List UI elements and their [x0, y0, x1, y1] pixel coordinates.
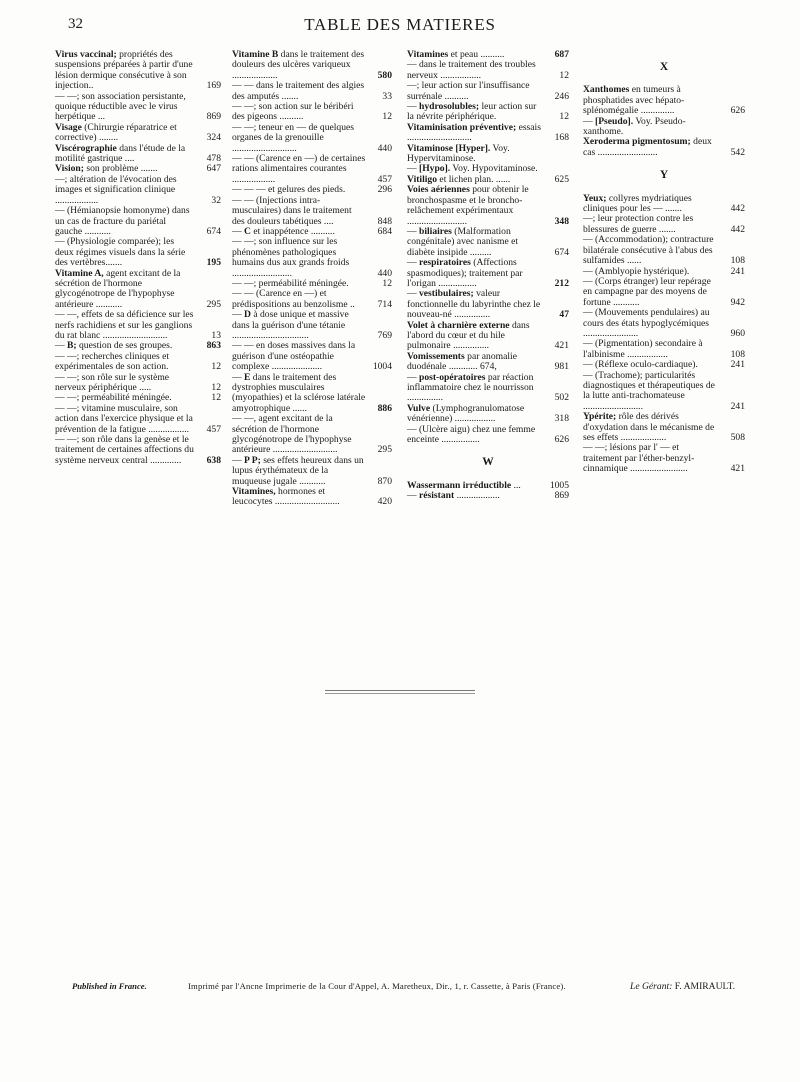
- entry-text: Vitamine A, agent excitant de la sécrétion de l'hormone glycogénotrope de l'hypophyse antérieure ...........: [55, 267, 181, 310]
- entry-page-number: 195: [206, 257, 221, 269]
- index-entry: [407, 144, 569, 165]
- entry-text: — —; son action sur le béribéri des pigeons ..........: [232, 101, 354, 123]
- entry-page-number: 421: [730, 463, 745, 475]
- entry-text: Viscérographie dans l'étude de la motilité gastrique ....: [55, 142, 186, 165]
- entry-page-number: 674: [554, 246, 569, 258]
- index-entry: [583, 443, 745, 474]
- entry-page-number: 870: [377, 475, 392, 487]
- entry-page-number: 863: [206, 340, 221, 352]
- index-entry: [232, 456, 392, 487]
- entry-text: Vitamine B dans le traitement des douleurs des ulcères variqueux ...................: [232, 49, 365, 81]
- entry-text: — (Réflexe oculo-cardiaque).: [583, 359, 698, 371]
- entry-page-number: 241: [730, 265, 745, 277]
- section-letter: Y: [659, 169, 669, 182]
- index-entry: [232, 196, 392, 227]
- entry-page-number: 542: [730, 146, 745, 158]
- entry-text: Xanthomes en tumeurs à phosphatides avec hépato-splénomégalie ..............: [583, 84, 685, 117]
- index-entry: [55, 310, 221, 341]
- entry-page-number: 478: [206, 153, 221, 165]
- index-entry: [55, 435, 221, 466]
- entry-text: Vitamines et peau ..........: [407, 49, 505, 60]
- entry-text: — —; recherches cliniques et expérimentales de son action.: [55, 350, 170, 373]
- entry-page-number: 12: [382, 277, 392, 289]
- index-entry: [232, 154, 392, 185]
- entry-page-number: 714: [377, 298, 392, 310]
- entry-page-number: 12: [211, 382, 221, 393]
- page-title: TABLE DES MATIERES: [304, 15, 496, 34]
- entry-page-number: 674: [206, 225, 221, 237]
- entry-page-number: 246: [554, 90, 569, 102]
- entry-page-number: 502: [554, 392, 569, 404]
- entry-page-number: 295: [206, 298, 221, 310]
- entry-text: — (Ulcère aigu) chez une femme enceinte ................: [407, 423, 536, 446]
- index-entry: [407, 60, 569, 81]
- entry-text: Xeroderma pigmentosum; deux cas .........................: [583, 136, 712, 158]
- entry-page-number: 1004: [372, 361, 392, 373]
- entry-text: — — (Injections intra-musculaires) dans le traitement des douleurs tabétiques ....: [232, 194, 352, 227]
- index-entry: [407, 227, 569, 258]
- entry-text: — —; perméabilité méningée.: [232, 277, 349, 289]
- entry-text: Ypérite; rôle des dérivés d'oxydation dans le mécanisme de ses effets ...................: [583, 411, 715, 443]
- index-entry: [583, 277, 745, 308]
- index-entry: [55, 404, 221, 435]
- index-entry: [55, 206, 221, 237]
- index-column-3: [407, 50, 569, 502]
- entry-page-number: 12: [211, 361, 221, 373]
- index-entry: [232, 123, 392, 154]
- index-entry: [407, 123, 569, 144]
- entry-page-number: 420: [377, 496, 392, 508]
- index-entry: [232, 414, 392, 456]
- entry-text: —; altération de l'évocation des images et signification clinique ..................: [55, 173, 177, 206]
- entry-page-number: 440: [377, 267, 392, 279]
- entry-page-number: 508: [730, 432, 745, 443]
- entry-text: — vestibulaires; valeur fonctionnelle du labyrinthe chez le nouveau-né ...............: [407, 288, 541, 321]
- entry-text: — (Pigmentation) secondaire à l'albinisme .................: [583, 338, 703, 360]
- index-entry: [407, 404, 569, 425]
- index-column-2: [232, 50, 392, 508]
- entry-page-number: 318: [554, 413, 569, 425]
- index-entry: [232, 81, 392, 102]
- entry-text: — — en doses massives dans la guérison d'une ostéopathie complexe .....................: [232, 340, 356, 373]
- entry-text: — D à dose unique et massive dans la guérison d'une tétanie ................................: [232, 309, 349, 341]
- index-entry: [232, 310, 392, 341]
- index-entry: [232, 341, 392, 372]
- entry-page-number: 440: [377, 142, 392, 154]
- index-entry: [583, 412, 745, 443]
- index-entry: [407, 373, 569, 404]
- entry-page-number: 33: [382, 90, 392, 102]
- entry-page-number: 869: [554, 490, 569, 502]
- entry-text: — (Trachome); particularités diagnostiques et thérapeutiques de la lutte anti-trachomateuse .........................: [583, 369, 715, 412]
- entry-page-number: 442: [730, 203, 745, 215]
- index-column-4: [583, 50, 745, 475]
- footer-manager-label: Le Gérant:: [630, 981, 673, 992]
- entry-text: —; leur action sur l'insuffisance surrénale ..........: [407, 80, 530, 102]
- entry-page-number: 687: [554, 49, 569, 60]
- entry-text: Voies aériennes pour obtenir le bronchospasme et le broncho-relâchement expérimentaux .........................: [407, 184, 529, 227]
- entry-text: — —; son association persistante, quoique réductible avec le virus herpétique ...: [55, 90, 186, 123]
- entry-text: — (Hémianopsie homonyme) dans un cas de fracture du pariétal gauche ...........: [55, 205, 190, 237]
- entry-page-number: 296: [377, 184, 392, 196]
- entry-text: Vomissements par anomalie duodénale ............ 674,: [407, 350, 517, 373]
- footer-manager-name: F. AMIRAULT.: [674, 981, 736, 992]
- entry-page-number: 869: [206, 111, 221, 123]
- index-entry: [407, 425, 569, 446]
- index-entry: [55, 144, 221, 165]
- entry-page-number: 960: [730, 327, 745, 339]
- index-entry: [232, 373, 392, 415]
- entry-text: — P P; ses effets heureux dans un lupus érythémateux de la muqueuse jugale ...........: [232, 454, 364, 487]
- entry-page-number: 769: [377, 329, 392, 341]
- entry-text: — (Corps étranger) leur repérage en campagne par des moyens de fortune ...........: [583, 275, 711, 308]
- index-entry: [232, 50, 392, 81]
- entry-text: — (Amblyopie hystérique).: [583, 265, 690, 277]
- entry-page-number: 108: [730, 348, 745, 360]
- entry-text: — —; son rôle sur le système nerveux périphérique .....: [55, 371, 170, 393]
- entry-page-number: 13: [211, 329, 221, 341]
- index-entry: [407, 352, 569, 373]
- index-column-1: [55, 50, 221, 466]
- index-entry: [55, 373, 221, 394]
- entry-page-number: 442: [730, 223, 745, 235]
- index-entry: [583, 371, 745, 413]
- separator-rule: [325, 693, 475, 694]
- entry-page-number: 169: [206, 80, 221, 92]
- entry-text: — B; question de ses groupes.: [55, 340, 173, 352]
- section-letter: X: [659, 61, 669, 73]
- page-number: 32: [68, 16, 83, 32]
- index-entry: [55, 92, 221, 123]
- entry-page-number: 32: [211, 194, 221, 206]
- entry-text: — —; son influence sur les phénomènes pathologiques humains dus aux grands froids .........................: [232, 236, 350, 279]
- entry-page-number: 212: [554, 277, 569, 289]
- entry-text: — (Accommodation); contracture bilatérale consécutive à l'abus des sulfamides ......: [583, 234, 714, 267]
- index-entry: [407, 321, 569, 352]
- entry-page-number: 47: [559, 309, 569, 321]
- footer-manager: [630, 981, 735, 992]
- entry-page-number: 626: [554, 434, 569, 446]
- entry-text: Yeux; collyres mydriatiques cliniques pour les — .......: [583, 192, 692, 215]
- entry-text: — hydrosolubles; leur action sur la névrite périphérique.: [407, 101, 537, 123]
- index-entry: [55, 237, 221, 268]
- footer-printer: Imprimé par l'Ancne Imprimerie de la Cour d'Appel, A. Maretheux, Dir., 1, r. Cassette, à Paris (France).: [188, 981, 566, 991]
- entry-text: — —, effets de sa déficience sur les nerfs rachidiens et sur les ganglions du rat blanc ...........................: [55, 309, 194, 341]
- entry-page-number: 647: [206, 163, 221, 175]
- entry-page-number: 638: [206, 454, 221, 466]
- index-entry: [232, 289, 392, 310]
- entry-text: Vitamines, hormones et leucocytes ...........................: [232, 486, 340, 508]
- entry-text: — [Hypo]. Voy. Hypovitaminose.: [407, 163, 538, 175]
- entry-text: — —, agent excitant de la sécrétion de l'hormone glycogénotrope de l'hypophyse antérieure ...........................: [232, 413, 352, 456]
- section-letter: W: [482, 456, 494, 469]
- index-entry: [232, 237, 392, 279]
- entry-text: Visage (Chirurgie réparatrice et corrective) ........: [55, 121, 177, 144]
- entry-page-number: 324: [206, 132, 221, 144]
- entry-text: — post-opératoires par réaction inflammatoire chez le nourrisson ...............: [407, 371, 534, 404]
- entry-page-number: 626: [730, 105, 745, 117]
- entry-page-number: 12: [559, 69, 569, 81]
- index-entry: [232, 102, 392, 123]
- entry-text: Wassermann irréductible ...: [407, 479, 521, 491]
- index-entry: [583, 214, 745, 235]
- entry-page-number: 942: [730, 296, 745, 308]
- index-entry: [407, 102, 569, 123]
- entry-text: — dans le traitement des troubles nerveux .................: [407, 59, 536, 81]
- separator-rule: [325, 690, 475, 691]
- entry-page-number: 848: [377, 215, 392, 227]
- entry-page-number: 108: [730, 255, 745, 267]
- index-entry: [583, 308, 745, 339]
- index-entry: [407, 258, 569, 289]
- index-entry: [55, 123, 221, 144]
- entry-text: Vulve (Lymphogranulomatose vénérienne) .................: [407, 402, 525, 425]
- entry-page-number: 886: [377, 402, 392, 414]
- entry-text: — (Physiologie comparée); les deux régimes visuels dans la série des vertèbres.......: [55, 236, 186, 269]
- entry-text: — biliaires (Malformation congénitale) avec nanisme et diabète insipide .........: [407, 225, 519, 258]
- index-entry: [407, 81, 569, 102]
- entry-text: —; leur protection contre les blessures de guerre .......: [583, 213, 694, 235]
- entry-page-number: 421: [554, 340, 569, 352]
- entry-text: — C et inappétence ..........: [232, 225, 335, 237]
- entry-text: — respiratoires (Affections spasmodiques); traitement par l'origan ................: [407, 257, 523, 289]
- index-entry: [407, 185, 569, 227]
- entry-text: — —; son rôle dans la genèse et le traitement de certaines affections du système nerveux central .............: [55, 434, 194, 466]
- index-entry: [583, 117, 745, 138]
- entry-page-number: 981: [554, 361, 569, 373]
- index-entry: [407, 491, 569, 501]
- index-entry: [55, 175, 221, 206]
- entry-text: — — — et gelures des pieds.: [232, 184, 346, 196]
- entry-text: Virus vaccinal; propriétés des suspensions préparées à partir d'une lésion dermique consécutive à son injection..: [55, 49, 193, 92]
- entry-page-number: 168: [554, 132, 569, 144]
- entry-text: Vitaminisation préventive; essais ...........................: [407, 121, 541, 144]
- entry-page-number: 12: [559, 111, 569, 123]
- entry-text: — —; lésions par l' — et traitement par l'éther-benzyl-cinnamique ........................: [583, 442, 695, 475]
- entry-text: — —; perméabilité méningée.: [55, 392, 172, 404]
- entry-page-number: 12: [382, 111, 392, 123]
- entry-text: — [Pseudo]. Voy. Pseudo-xanthome.: [583, 115, 686, 138]
- index-entry: [583, 194, 745, 215]
- entry-page-number: 241: [730, 359, 745, 371]
- entry-page-number: 12: [211, 392, 221, 404]
- entry-text: — — (Carence en —) de certaines rations alimentaires courantes ..................: [232, 153, 366, 185]
- footer-published: Published in France.: [72, 981, 147, 991]
- entry-page-number: 580: [377, 69, 392, 81]
- entry-text: Vitaminose [Hyper]. Voy. Hypervitaminose.: [407, 142, 510, 165]
- entry-page-number: 348: [554, 215, 569, 227]
- entry-page-number: 625: [554, 173, 569, 185]
- entry-page-number: 457: [206, 423, 221, 435]
- entry-text: — —; vitamine musculaire, son action dans l'exercice physique et la prévention de la fatigue .................: [55, 402, 193, 435]
- index-entry: [55, 269, 221, 311]
- entry-page-number: 1005: [549, 479, 569, 491]
- entry-text: — — dans le traitement des algies des amputés .......: [232, 80, 365, 102]
- index-entry: [55, 352, 221, 373]
- entry-text: — — (Carence en —) et prédispositions au benzolisme ..: [232, 288, 355, 310]
- index-entry: [55, 50, 221, 92]
- entry-text: — (Mouvements pendulaires) au cours des états hypoglycémiques .......................: [583, 307, 710, 339]
- entry-text: — —; teneur en — de quelques organes de la grenouille ...........................: [232, 121, 355, 154]
- index-entry: [232, 487, 392, 508]
- entry-text: — E dans le traitement des dystrophies musculaires (myopathies) et la sclérose latérale amyotrophique ......: [232, 371, 366, 414]
- index-entry: [583, 85, 745, 116]
- entry-text: — résistant ..................: [407, 490, 500, 502]
- entry-page-number: 684: [377, 225, 392, 237]
- index-entry: [583, 137, 745, 158]
- entry-text: Vision; son problème .......: [55, 163, 158, 175]
- index-entry: [583, 339, 745, 360]
- entry-text: Volet à charnière externe dans l'abord du cœur et du hile pulmonaire ...............: [407, 319, 530, 352]
- entry-page-number: 457: [377, 173, 392, 185]
- entry-page-number: 241: [730, 400, 745, 412]
- entry-page-number: 295: [377, 444, 392, 456]
- index-entry: [407, 289, 569, 320]
- entry-text: Vitiligo et lichen plan. ......: [407, 173, 511, 185]
- index-entry: [583, 235, 745, 266]
